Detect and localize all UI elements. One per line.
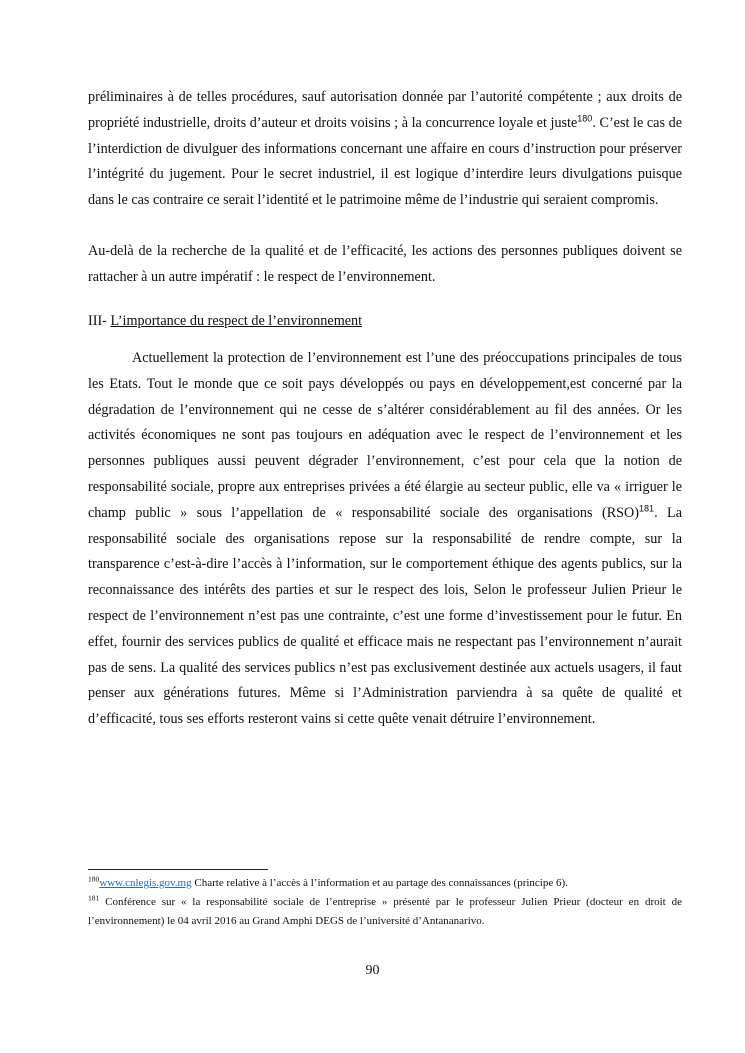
transition-text: Au-delà de la recherche de la qualité et de l’efficacité, les actions des personnes publiques doivent se rattacher à un autre impératif : le respect de l’environnement. <box>88 243 682 285</box>
footnote-text: Conférence sur « la responsabilité sociale de l’entreprise » présenté par le professeur Julien Prieur (docteur en droit de l’environnement) le 04 avril 2016 au Grand Amphi DEGS de l’université d’Antananarivo. <box>88 896 682 927</box>
main-paragraph-body <box>88 346 682 733</box>
page-number: 90 <box>365 963 380 978</box>
footnote-181 <box>88 893 682 931</box>
footnote-ref-181[interactable]: 181 <box>639 503 655 514</box>
paragraph-continuation <box>88 85 682 214</box>
footnote-link[interactable]: www.cnlegis.gov.mg <box>99 877 192 889</box>
section-heading <box>88 308 362 334</box>
main-paragraph <box>88 346 682 733</box>
footnotes <box>88 874 682 931</box>
transition-paragraph <box>88 239 682 291</box>
footnote-number: 181 <box>88 893 100 903</box>
paragraph-text: . La responsabilité sociale des organisations repose sur la responsabilité de rendre compte, sur la transparence c’est-à-dire l’accès à l’information, sur le comportement éthique des agents publics, sur la reconnaissance des intérêts des parties et sur le respect des lois, Selon le professeur Julien Prieur le respect de l’environnement n’est pas une contrainte, c’est une forme d’investissement pour le futur. En effet, fournir des services publics de qualité et efficace mais ne respectant pas l’environnement n’aurait pas de sens. La qualité des services publics n’est pas exclusivement destinée aux actuels usagers, il faut penser aux générations futures. Même si l’Administration parviendra à sa quête de qualité et d’efficacité, tous ses efforts resteront vains si cette quête venait détruire l’environnement. <box>88 504 682 728</box>
footnote-separator <box>88 869 268 870</box>
paragraph-text: Actuellement la protection de l’environnement est l’une des préoccupations principales de tous les Etats. Tout le monde que ce soit pays développés ou pays en développement,est concerné par la dégradation de l’environnement qui ne cesse de s’altérer considérablement au fil des années. Or les activités économiques ne sont pas toujours en adéquation avec le respect de l’environnement et les personnes publiques aussi peuvent dégrader l’environnement, c’est pour cela que la notion de responsabilité sociale, propre aux entreprises privées a été élargie au secteur public, elle va « irriguer le champ public » sous l’appellation de « responsabilité sociale des organisations (RSO) <box>88 350 682 521</box>
footnote-180 <box>88 874 682 893</box>
footnote-text: Charte relative à l’accès à l’information et au partage des connaissances (principe 6). <box>191 877 568 889</box>
paragraph-text: . C’est le cas de l’interdiction de divulguer des informations concernant une affaire en cours d’instruction pour préserver l’intégrité du jugement. Pour le secret industriel, il est logique d’interdire leurs divulgations puisque dans le cas contraire ce serait l’identité et le patrimoine même de l’industrie qui seraient compromis. <box>88 114 682 209</box>
top-paragraph <box>88 85 682 214</box>
footnote-ref-180[interactable]: 180 <box>577 113 593 124</box>
section-title: L’importance du respect de l’environnement <box>110 313 363 329</box>
section-number: III- <box>88 313 111 329</box>
footnote-number: 180 <box>88 874 100 884</box>
paragraph-text: préliminaires à de telles procédures, sauf autorisation donnée par l’autorité compétente ; aux droits de propriété industrielle, droits d’auteur et droits voisins ; à la concurrence loyale et juste <box>88 89 682 131</box>
